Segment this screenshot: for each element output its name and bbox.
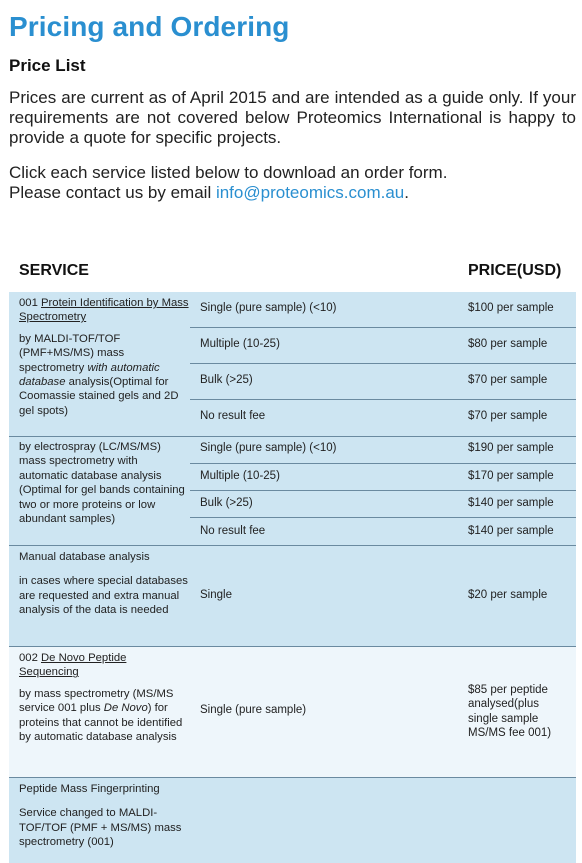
desc-text: by electrospray (LC/MS/MS) mass spectrometry with automatic database analysis (Optimal for gel bands containing two or more proteins or low abundant samples) (19, 441, 185, 526)
desc-text: by mass spectrometry (MS/MS service 001 plus (19, 687, 174, 715)
group-description (19, 651, 189, 751)
desc-emphasis: with automatic database (19, 361, 160, 389)
price-list-heading: Price List (9, 56, 86, 75)
price-row (190, 399, 576, 437)
group-description (19, 296, 189, 425)
price-row (190, 327, 576, 364)
table-header (9, 256, 576, 293)
price-row (190, 463, 576, 491)
service-option: Multiple (10-25) (200, 470, 280, 482)
desc-text: Service changed to MALDI-TOF/TOF (PMF + MS/MS) mass spectrometry (001) (19, 807, 182, 849)
price-row (190, 363, 576, 400)
service-group-protein-id-maldi (9, 292, 576, 437)
service-option: No result fee (200, 525, 266, 537)
service-group-electrospray (9, 437, 576, 546)
service-option: Multiple (10-25) (200, 338, 280, 350)
group-description (19, 782, 189, 857)
desc-emphasis: De Novo (103, 702, 148, 715)
price-value: $140 per sample (468, 497, 554, 509)
price-value: $70 per sample (468, 374, 548, 386)
service-option: Single (pure sample) (<10) (200, 302, 337, 314)
service-option: Single (pure sample) (<10) (200, 442, 337, 454)
desc-text: by MALDI-TOF/TOF (PMF+MS/MS) mass spectrometry (19, 332, 125, 374)
price-row (190, 517, 576, 546)
service-option: Bulk (>25) (200, 374, 253, 386)
service-group-pmf (9, 778, 576, 863)
price-row (190, 437, 576, 463)
desc-text: in cases where special databases are requested and extra manual analysis of the data is needed (19, 575, 188, 617)
price-value: $85 per peptide analysed(plus single sample MS/MS fee 001) (468, 684, 552, 740)
protein-identification-link[interactable]: Protein Identification by Mass Spectrometry (19, 297, 189, 324)
price-value: $190 per sample (468, 442, 554, 454)
price-column-header: PRICE(USD) (468, 262, 562, 279)
group-title: Peptide Mass Fingerprinting (19, 783, 160, 795)
service-number: 002 (19, 652, 41, 664)
price-value: $100 per sample (468, 302, 554, 314)
price-row (190, 490, 576, 518)
email-link[interactable]: info@proteomics.com.au (215, 183, 405, 202)
price-value: $170 per sample (468, 470, 554, 482)
price-value: $70 per sample (468, 410, 548, 422)
service-column-header: SERVICE (19, 262, 89, 279)
price-value: $20 per sample (468, 589, 548, 601)
price-value: $140 per sample (468, 525, 554, 537)
group-description (19, 550, 189, 625)
click-line: Click each service listed below to download an order form. (9, 163, 448, 182)
de-novo-link[interactable]: De Novo Peptide Sequencing (19, 652, 127, 679)
service-option: No result fee (200, 410, 266, 422)
service-option: Single (pure sample) (200, 704, 307, 716)
contact-suffix: . (404, 183, 409, 202)
price-value: $80 per sample (468, 338, 548, 350)
service-group-de-novo (9, 647, 576, 778)
service-option: Single (200, 589, 232, 601)
service-option: Bulk (>25) (200, 497, 253, 509)
price-row (190, 292, 576, 327)
service-group-manual-db (9, 546, 576, 647)
desc-text: ) for proteins that cannot be identified by automatic database analysis (19, 702, 183, 744)
group-description (19, 440, 189, 533)
contact-paragraph (9, 163, 576, 203)
service-number: 001 (19, 297, 41, 309)
intro-paragraph: Prices are current as of April 2015 and are intended as a guide only. If your requirements are not covered below Proteomics International is happy to provide a quote for specific projects. (9, 88, 576, 147)
desc-text: analysis(Optimal for Coomassie stained gels and 2D gel spots) (19, 376, 179, 417)
group-title: Manual database analysis (19, 551, 150, 563)
contact-prefix: Please contact us by email (9, 183, 216, 202)
page-title: Pricing and Ordering (9, 11, 290, 42)
